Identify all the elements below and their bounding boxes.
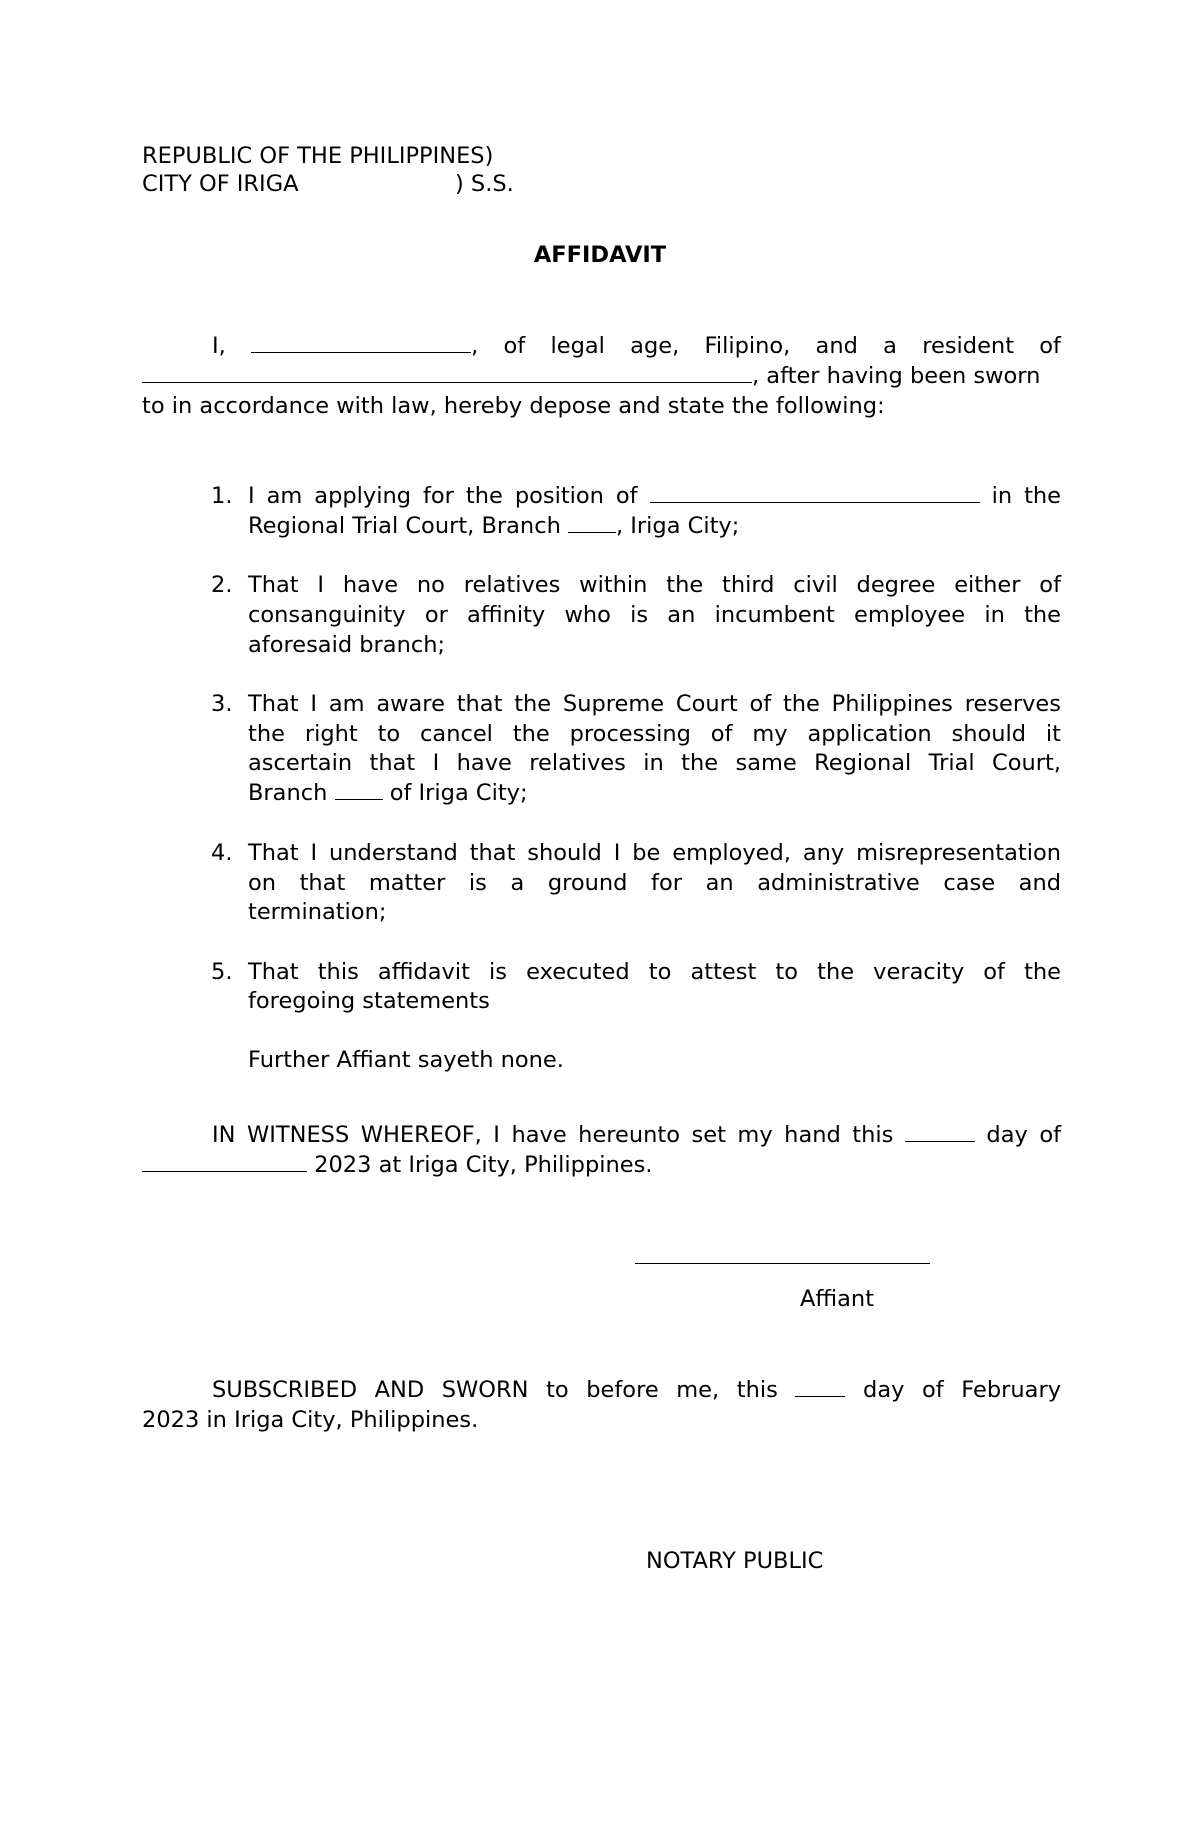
item-2-line-1: That I have no relatives within the third civil degree either of: [248, 572, 1061, 598]
item-5-line-2: foregoing statements: [248, 988, 490, 1014]
item-2-line-2: consanguinity or affinity who is an incumbent employee in the: [248, 602, 1061, 628]
item-1-line-1: [248, 483, 1061, 509]
item-3-number: 3.: [211, 691, 233, 717]
witness-text-b: day of: [986, 1122, 1062, 1148]
witness-line-1: [212, 1122, 1061, 1148]
name-blank: [251, 351, 471, 353]
intro-legal-age: , of legal age, Filipino, and a resident of: [471, 333, 1061, 359]
item-3-line-1: That I am aware that the Supreme Court of the Philippines reserves: [248, 691, 1061, 717]
intro-i: I,: [212, 333, 226, 359]
notary-public-label: NOTARY PUBLIC: [646, 1548, 824, 1574]
intro-line-3: to in accordance with law, hereby depose and state the following:: [142, 393, 885, 419]
branch-blank-1: [568, 531, 616, 533]
subscribed-line-2: 2023 in Iriga City, Philippines.: [142, 1407, 479, 1433]
item-1-text-a: I am applying for the position of: [248, 483, 638, 509]
item-3-text-a: Branch: [248, 780, 328, 806]
item-4-line-1: That I understand that should I be employed, any misrepresentation: [248, 840, 1061, 866]
item-1-line-2: [248, 513, 1061, 539]
item-3-line-3: ascertain that I have relatives in the same Regional Trial Court,: [248, 750, 1061, 776]
witness-text-c: 2023 at Iriga City, Philippines.: [314, 1152, 653, 1178]
document-title: AFFIDAVIT: [533, 242, 667, 268]
subscribed-text-b: day of February: [863, 1377, 1062, 1403]
witness-text-a: IN WITNESS WHEREOF, I have hereunto set my hand this: [212, 1122, 894, 1148]
subscribed-line-1: [212, 1377, 1061, 1403]
item-1-text-c: Regional Trial Court, Branch: [248, 513, 561, 539]
caption-ss: ) S.S.: [455, 171, 514, 197]
item-4-number: 4.: [211, 840, 233, 866]
item-5-line-1: That this affidavit is executed to attest to the veracity of the: [248, 959, 1061, 985]
item-2-line-3: aforesaid branch;: [248, 632, 446, 658]
caption-republic: REPUBLIC OF THE PHILIPPINES): [142, 143, 494, 169]
item-4-line-2: on that matter is a ground for an administrative case and: [248, 870, 1061, 896]
month-blank: [142, 1170, 307, 1172]
affiant-label: Affiant: [800, 1286, 875, 1312]
item-3-line-4: [248, 780, 1061, 806]
intro-sworn: , after having been sworn: [752, 363, 1041, 389]
day-blank: [905, 1140, 975, 1142]
item-2-number: 2.: [211, 572, 233, 598]
item-1-text-b: in the: [991, 483, 1061, 509]
item-4-line-3: termination;: [248, 899, 387, 925]
intro-line-1: [212, 333, 1061, 359]
affiant-signature-line: [635, 1262, 930, 1264]
subscribed-text-a: SUBSCRIBED AND SWORN to before me, this: [212, 1377, 778, 1403]
intro-line-2: [142, 363, 1040, 389]
residence-blank: [142, 381, 752, 383]
further-affiant: Further Affiant sayeth none.: [248, 1047, 564, 1073]
witness-line-2: [142, 1152, 652, 1178]
item-3-text-b: of Iriga City;: [389, 780, 528, 806]
sworn-day-blank: [795, 1395, 845, 1397]
item-1-text-d: , Iriga City;: [615, 513, 740, 539]
item-1-number: 1.: [211, 483, 233, 509]
position-blank: [650, 501, 980, 503]
caption-city: CITY OF IRIGA: [142, 171, 299, 197]
item-3-line-2: the right to cancel the processing of my application should it: [248, 721, 1061, 747]
item-5-number: 5.: [211, 959, 233, 985]
branch-blank-2: [335, 798, 383, 800]
